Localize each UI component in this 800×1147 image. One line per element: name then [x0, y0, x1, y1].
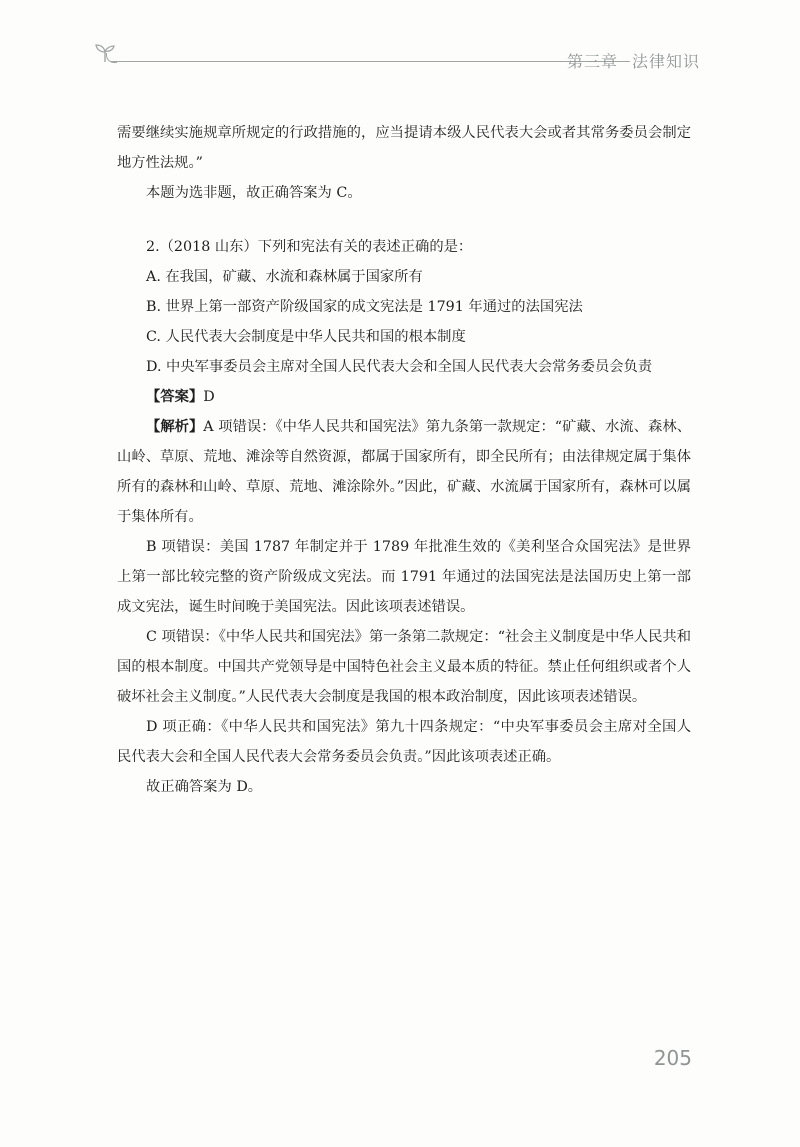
analysis-d: D 项正确：《中华人民共和国宪法》第九十四条规定：“中央军事委员会主席对全国人民代表大会和全国人民代表大会常务委员会负责。”因此该项表述正确。 [117, 719, 691, 765]
body-text [117, 118, 691, 802]
answer-value: D [203, 389, 215, 405]
paragraph-continuation: 需要继续实施规章所规定的行政措施的，应当提请本级人民代表大会或者其常务委员会制定地方性法规。” [117, 125, 691, 171]
question-stem: 2.（2018 山东）下列和宪法有关的表述正确的是： [146, 239, 473, 255]
page-number: 205 [653, 1046, 692, 1070]
spacer [117, 208, 691, 232]
option-d: D. 中央军事委员会主席对全国人民代表大会和全国人民代表大会常务委员会负责 [146, 359, 653, 375]
chapter-title: 法律知识 [631, 52, 700, 71]
analysis-a-text: A 项错误：《中华人民共和国宪法》第九条第一款规定：“矿藏、水流、森林、山岭、草原、荒地、滩涂等自然资源，都属于国家所有，即全民所有；由法律规定属于集体所有的森林和山岭、草原、荒地、滩涂除外。”因此，矿藏、水流属于国家所有，森林可以属于集体所有。 [117, 419, 691, 525]
page-header [94, 40, 700, 80]
analysis-c: C 项错误：《中华人民共和国宪法》第一条第二款规定：“社会主义制度是中华人民共和国的根本制度。中国共产党领导是中国特色社会主义最本质的特征。禁止任何组织或者个人破坏社会主义制度。”人民代表大会制度是我国的根本政治制度，因此该项表述错误。 [117, 629, 691, 705]
analysis-a [117, 412, 691, 532]
option-b: B. 世界上第一部资产阶级国家的成文宪法是 1791 年通过的法国宪法 [146, 299, 583, 315]
paragraph-answer-note: 本题为选非题，故正确答案为 C。 [146, 185, 362, 201]
chapter-number: 第三章 [566, 52, 618, 71]
option-c: C. 人民代表大会制度是中华人民共和国的根本制度 [146, 329, 466, 345]
option-a: A. 在我国，矿藏、水流和森林属于国家所有 [146, 269, 423, 285]
analysis-label: 【解析】 [146, 419, 204, 435]
analysis-b: B 项错误：美国 1787 年制定并于 1789 年批准生效的《美利坚合众国宪法》是世界上第一部比较完整的资产阶级成文宪法。而 1791 年通过的法国宪法是法国历史上第一部成文宪法，诞生时间晚于美国宪法。因此该项表述错误。 [117, 539, 691, 615]
answer-label: 【答案】 [146, 389, 204, 405]
conclusion: 故正确答案为 D。 [146, 779, 263, 795]
answer-line [117, 382, 691, 412]
chapter-label [544, 49, 700, 72]
